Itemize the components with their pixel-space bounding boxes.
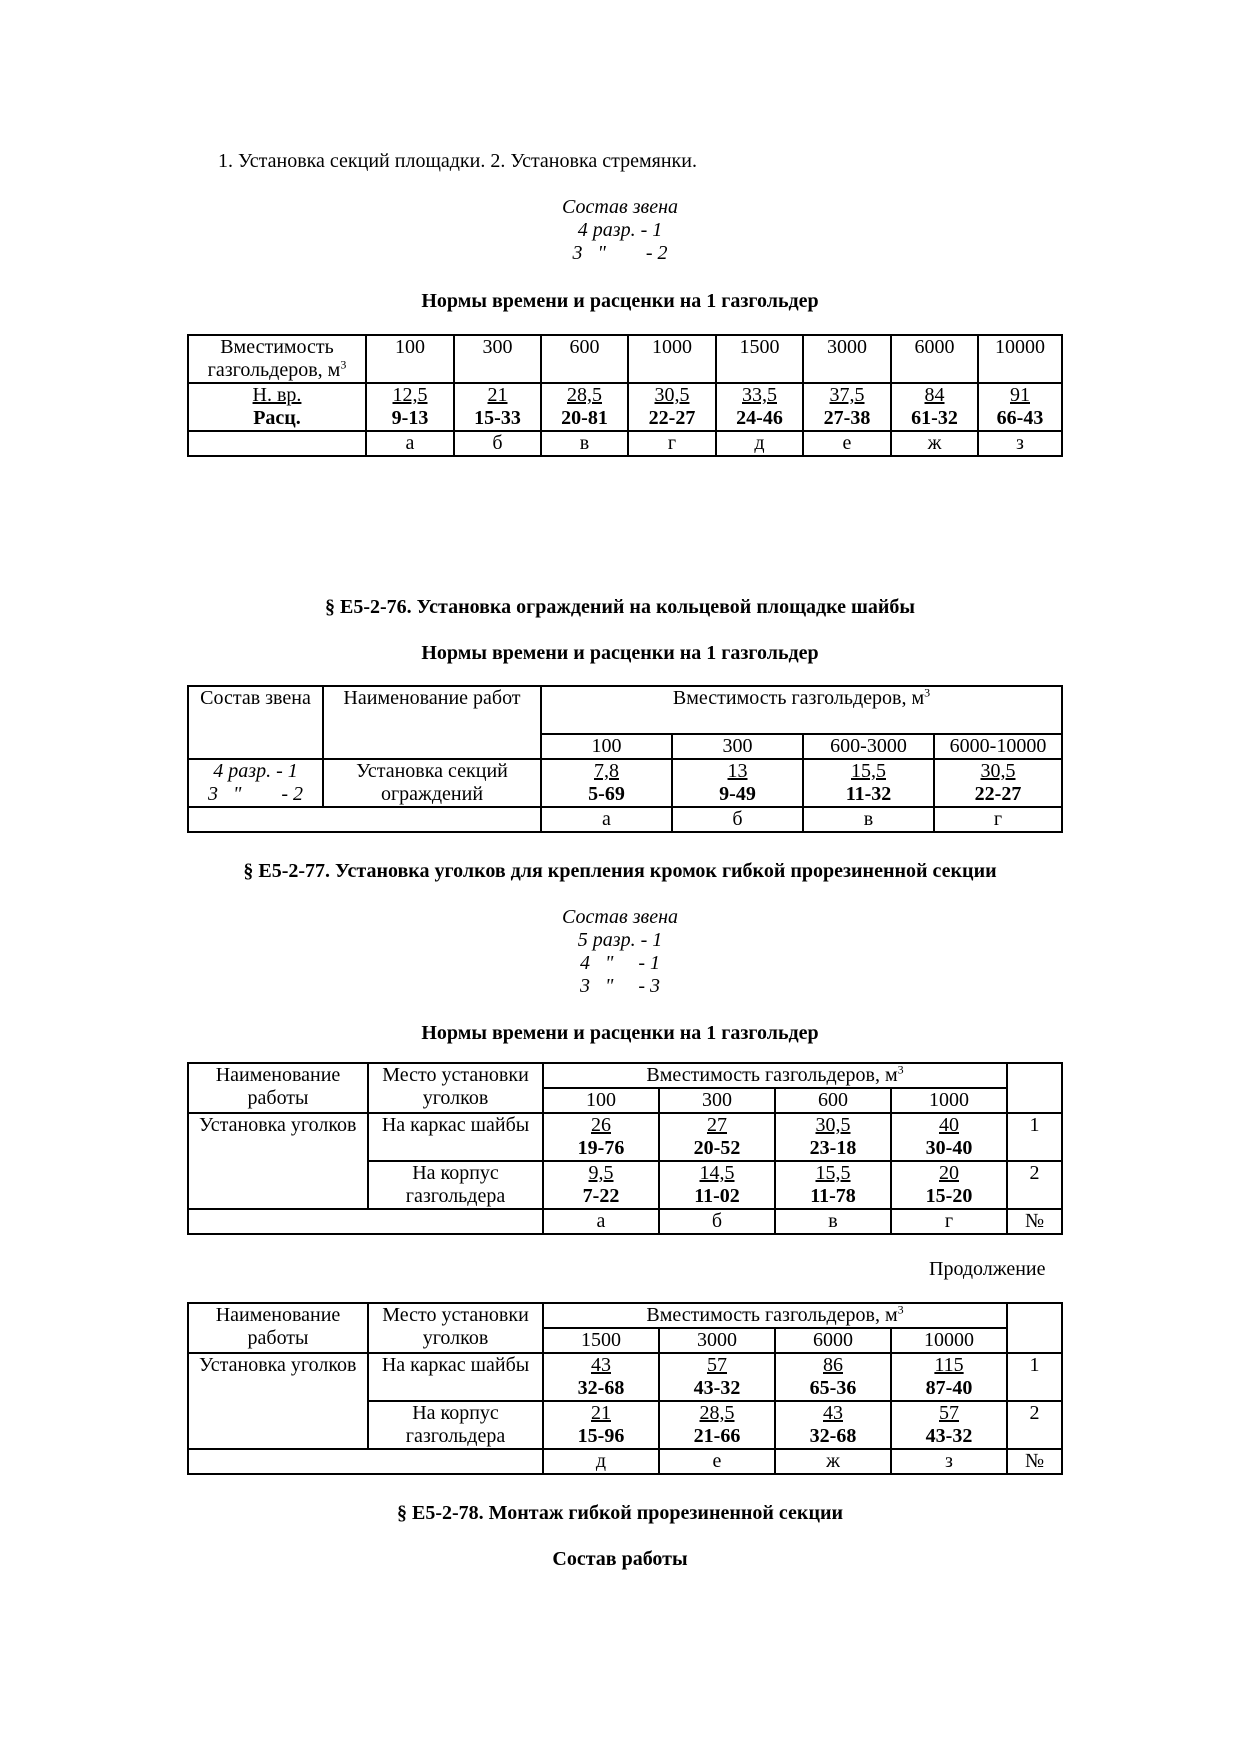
table76-norms-row — [188, 759, 1062, 807]
norms-table-77b — [187, 1302, 1063, 1475]
norm-cell: 15,5 11-32 — [803, 759, 934, 807]
work-header: Наименование работы — [188, 1303, 368, 1353]
capacity-cell: 3000 — [803, 335, 891, 383]
capacity-cell: 6000 — [891, 335, 978, 383]
norms-heading-1: Нормы времени и расценки на 1 газгольдер — [421, 290, 819, 312]
letter-cell: в — [541, 431, 628, 456]
table1-letters-row — [188, 431, 1062, 456]
section-76-title: § Е5-2-76. Установка ограждений на кольцевой площадке шайбы — [324, 596, 916, 618]
work-header: Наименование работы — [188, 1063, 368, 1113]
letter-cell: в — [803, 807, 934, 832]
norm-cell: 14,5 11-02 — [659, 1161, 775, 1209]
letter-cell: з — [978, 431, 1062, 456]
crew-title-1: Состав звена — [561, 196, 678, 218]
table76-header-row — [188, 686, 1062, 734]
norm-cell: 30,5 22-27 — [628, 383, 716, 431]
capacity-cell: 300 — [659, 1088, 775, 1113]
table1-norms-row — [188, 383, 1062, 431]
capacity-cell: 3000 — [659, 1328, 775, 1353]
empty-cell — [188, 807, 541, 832]
norm-cell: 86 65-36 — [775, 1353, 891, 1401]
capacity-cell: 6000-10000 — [934, 734, 1062, 759]
table77b-row-1 — [188, 1353, 1062, 1401]
norm-cell: 43 32-68 — [543, 1353, 659, 1401]
empty-cell — [188, 1209, 543, 1234]
table77b-header-row — [188, 1303, 1062, 1328]
norm-cell: 28,5 21-66 — [659, 1401, 775, 1449]
crew-line: 4 " - 1 — [579, 952, 661, 974]
capacity-header: Вместимость газгольдеров, $м^3$ — [188, 335, 366, 383]
norms-table-77a — [187, 1062, 1063, 1235]
capacity-header: Вместимость газгольдеров, $м^3$ — [541, 686, 1062, 734]
number-label: № — [1007, 1209, 1062, 1234]
work-header: Наименование работ — [323, 686, 541, 759]
place-header: Место установки уголков — [368, 1303, 543, 1353]
capacity-cell: 1000 — [891, 1088, 1007, 1113]
capacity-cell: 6000 — [775, 1328, 891, 1353]
section-76-norms-heading: Нормы времени и расценки на 1 газгольдер — [421, 642, 819, 664]
crew-header: Состав звена — [188, 686, 323, 759]
table77a-letters-row — [188, 1209, 1062, 1234]
capacity-cell: 600-3000 — [803, 734, 934, 759]
capacity-header: Вместимость газгольдеров, $м^3$ — [543, 1303, 1007, 1328]
letter-cell: б — [659, 1209, 775, 1234]
norm-cell: 26 19-76 — [543, 1113, 659, 1161]
letter-cell: б — [454, 431, 541, 456]
norm-cell: 21 15-33 — [454, 383, 541, 431]
norm-cell: 91 66-43 — [978, 383, 1062, 431]
letter-cell: ж — [775, 1449, 891, 1474]
letter-cell: г — [891, 1209, 1007, 1234]
place-cell: На каркас шайбы — [368, 1113, 543, 1161]
number-label: № — [1007, 1449, 1062, 1474]
capacity-cell: 300 — [454, 335, 541, 383]
letter-cell: д — [543, 1449, 659, 1474]
norm-cell: 37,5 27-38 — [803, 383, 891, 431]
norm-cell: 57 43-32 — [891, 1401, 1007, 1449]
work-name-cell: Установка уголков — [188, 1113, 368, 1209]
crew-line: 5 разр. - 1 — [577, 929, 663, 951]
capacity-cell: 100 — [541, 734, 672, 759]
empty-cell — [1007, 1063, 1062, 1113]
row-number: 1 — [1007, 1353, 1062, 1401]
norm-cell: 9,5 7-22 — [543, 1161, 659, 1209]
capacity-cell: 100 — [366, 335, 454, 383]
norms-table-76 — [187, 685, 1063, 833]
row-label: Н. вр. Расц. — [188, 383, 366, 431]
crew-line: 3 " - 2 — [572, 242, 668, 264]
norm-cell: 84 61-32 — [891, 383, 978, 431]
work-name-cell: Установка уголков — [188, 1353, 368, 1449]
place-cell: На каркас шайбы — [368, 1353, 543, 1401]
table77a-header-row — [188, 1063, 1062, 1088]
section-78-subtitle: Состав работы — [552, 1548, 688, 1570]
letter-cell: е — [659, 1449, 775, 1474]
intro-text: 1. Установка секций площадки. 2. Установка стремянки. — [218, 150, 697, 172]
capacity-cell: 1000 — [628, 335, 716, 383]
norm-cell: 30,5 22-27 — [934, 759, 1062, 807]
letter-cell: б — [672, 807, 803, 832]
letter-cell: г — [934, 807, 1062, 832]
crew-line: 4 разр. - 1 — [577, 219, 663, 241]
norm-cell: 15,5 11-78 — [775, 1161, 891, 1209]
norm-cell: 27 20-52 — [659, 1113, 775, 1161]
crew-title-77: Состав звена — [561, 906, 678, 928]
section-77-norms-heading: Нормы времени и расценки на 1 газгольдер — [421, 1022, 819, 1044]
capacity-cell: 600 — [775, 1088, 891, 1113]
norm-cell: 57 43-32 — [659, 1353, 775, 1401]
capacity-cell: 1500 — [716, 335, 803, 383]
table76-letters-row — [188, 807, 1062, 832]
table77b-letters-row — [188, 1449, 1062, 1474]
capacity-header: Вместимость газгольдеров, $м^3$ — [543, 1063, 1007, 1088]
norm-cell: 40 30-40 — [891, 1113, 1007, 1161]
norm-cell: 21 15-96 — [543, 1401, 659, 1449]
continuation-label: Продолжение — [929, 1258, 1046, 1280]
row-number: 1 — [1007, 1113, 1062, 1161]
table1-header-row — [188, 335, 1062, 383]
norm-cell: 115 87-40 — [891, 1353, 1007, 1401]
place-cell: На корпус газгольдера — [368, 1161, 543, 1209]
capacity-cell: 10000 — [891, 1328, 1007, 1353]
letter-cell: а — [543, 1209, 659, 1234]
norm-cell: 12,5 9-13 — [366, 383, 454, 431]
empty-cell — [188, 1449, 543, 1474]
work-name-cell: Установка секций ограждений — [323, 759, 541, 807]
capacity-cell: 300 — [672, 734, 803, 759]
norms-table-1 — [187, 334, 1063, 457]
section-78-title: § Е5-2-78. Монтаж гибкой прорезиненной секции — [396, 1502, 844, 1524]
norm-cell: 20 15-20 — [891, 1161, 1007, 1209]
capacity-cell: 10000 — [978, 335, 1062, 383]
norm-cell: 28,5 20-81 — [541, 383, 628, 431]
norm-cell: 33,5 24-46 — [716, 383, 803, 431]
row-number: 2 — [1007, 1161, 1062, 1209]
letter-cell: з — [891, 1449, 1007, 1474]
capacity-cell: 600 — [541, 335, 628, 383]
letter-cell: а — [541, 807, 672, 832]
empty-cell — [1007, 1303, 1062, 1353]
place-cell: На корпус газгольдера — [368, 1401, 543, 1449]
row-number: 2 — [1007, 1401, 1062, 1449]
place-header: Место установки уголков — [368, 1063, 543, 1113]
crew-cell: 4 разр. - 1 3 " - 2 — [188, 759, 323, 807]
table77a-row-1 — [188, 1113, 1062, 1161]
norm-cell: 7,8 5-69 — [541, 759, 672, 807]
letter-cell: д — [716, 431, 803, 456]
letter-cell: а — [366, 431, 454, 456]
norm-cell: 30,5 23-18 — [775, 1113, 891, 1161]
capacity-cell: 1500 — [543, 1328, 659, 1353]
letter-cell: е — [803, 431, 891, 456]
norm-cell: 13 9-49 — [672, 759, 803, 807]
letter-cell: ж — [891, 431, 978, 456]
letter-cell: в — [775, 1209, 891, 1234]
capacity-cell: 100 — [543, 1088, 659, 1113]
norm-cell: 43 32-68 — [775, 1401, 891, 1449]
empty-cell — [188, 431, 366, 456]
section-77-title: § Е5-2-77. Установка уголков для крепления кромок гибкой прорезиненной секции — [243, 860, 997, 882]
crew-line: 3 " - 3 — [579, 975, 661, 997]
letter-cell: г — [628, 431, 716, 456]
